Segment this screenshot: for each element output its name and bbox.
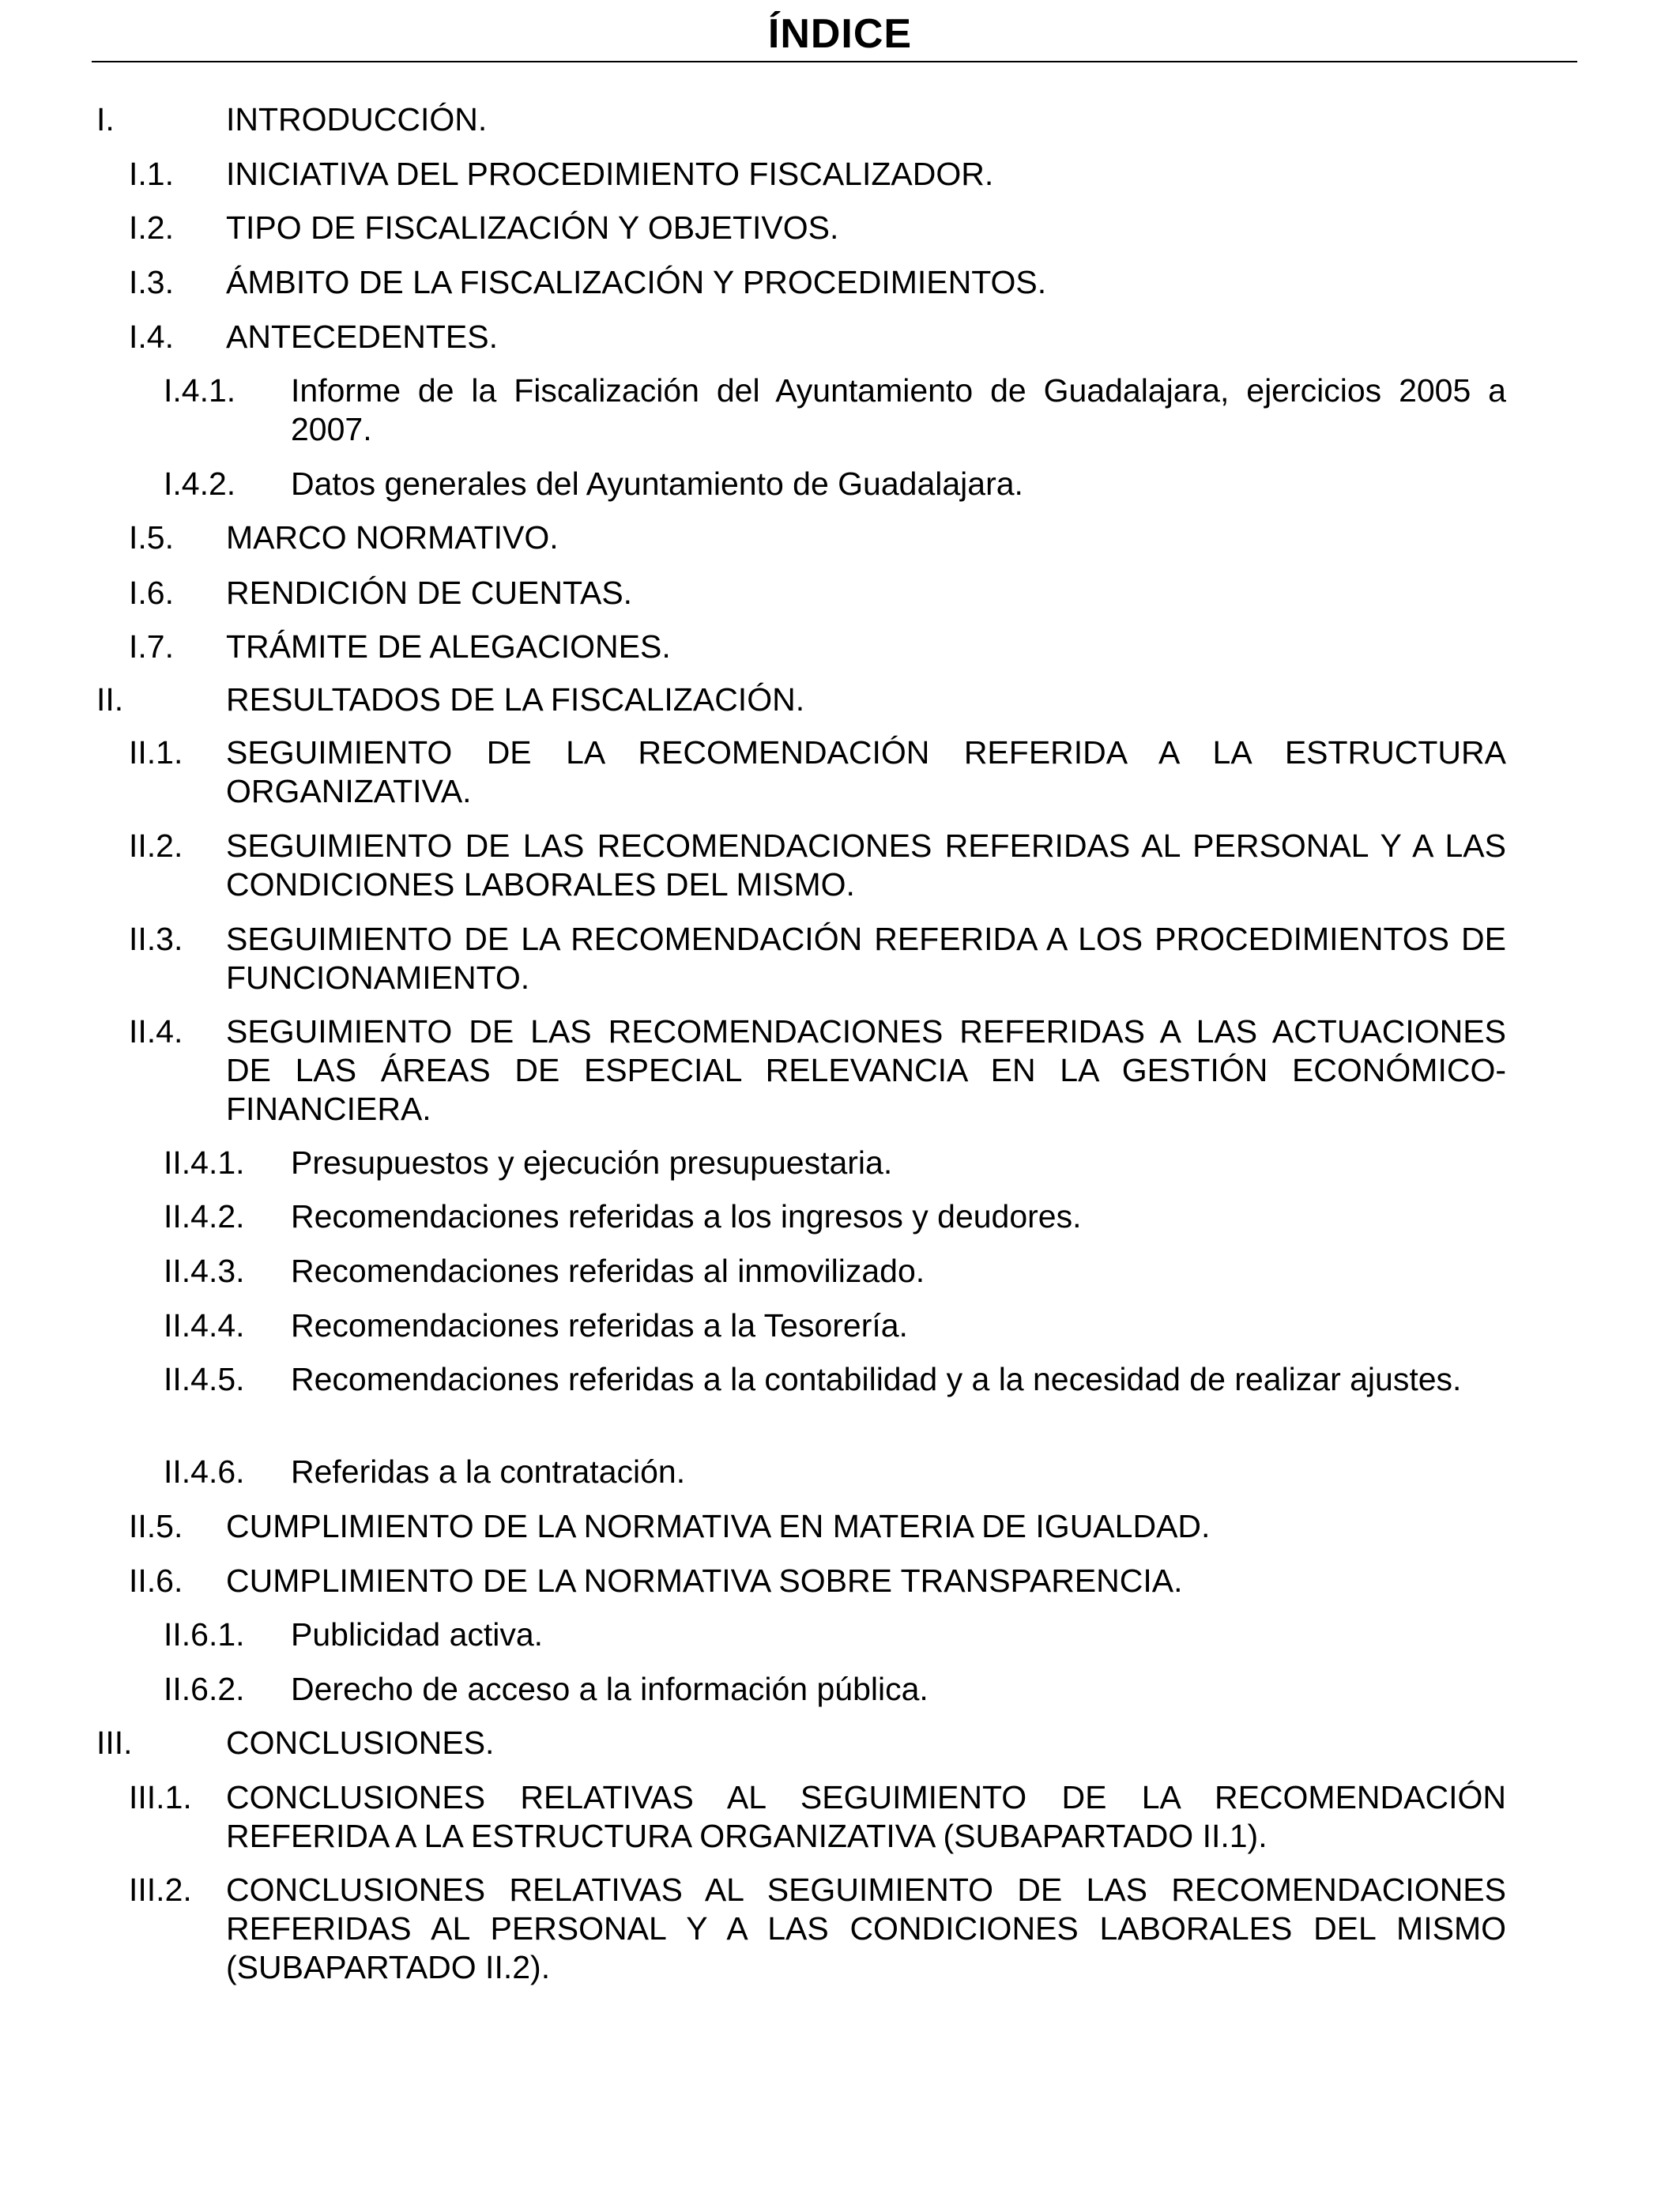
toc-number: I.4.2.: [164, 466, 236, 502]
toc-text: MARCO NORMATIVO.: [226, 519, 559, 556]
toc-number: II.1.: [129, 734, 183, 771]
toc-text: INICIATIVA DEL PROCEDIMIENTO FISCALIZADOR.: [226, 156, 994, 192]
toc-number: II.4.5.: [164, 1361, 245, 1397]
toc-number: II.3.: [129, 921, 183, 957]
toc-text: CUMPLIMIENTO DE LA NORMATIVA SOBRE TRANSPARENCIA.: [226, 1563, 1183, 1599]
toc-text: RENDICIÓN DE CUENTAS.: [226, 575, 633, 611]
toc-number: I.: [96, 101, 115, 138]
toc-text: SEGUIMIENTO DE LAS RECOMENDACIONES REFERIDAS AL PERSONAL Y A LAS CONDICIONES LABORALES DEL MISMO.: [226, 827, 1506, 903]
toc-number: I.1.: [129, 156, 174, 192]
page-title: ÍNDICE: [767, 11, 913, 57]
toc-number: II.4.3.: [164, 1253, 245, 1289]
title-rule: [92, 61, 1577, 62]
toc-number: II.4.4.: [164, 1307, 245, 1344]
toc-text: Informe de la Fiscalización del Ayuntamiento de Guadalajara, ejercicios 2005 a 2007.: [291, 372, 1506, 447]
toc-number: I.7.: [129, 628, 174, 665]
toc-text: ÁMBITO DE LA FISCALIZACIÓN Y PROCEDIMIENTOS.: [226, 264, 1047, 300]
toc-text: Recomendaciones referidas a los ingresos y deudores.: [291, 1198, 1082, 1235]
toc-text: Recomendaciones referidas al inmovilizado.: [291, 1253, 925, 1289]
toc-number: I.4.: [129, 319, 174, 355]
toc-text: INTRODUCCIÓN.: [226, 101, 488, 138]
toc-text: Referidas a la contratación.: [291, 1453, 686, 1490]
toc-number: I.6.: [129, 575, 174, 611]
toc-text: Recomendaciones referidas a la Tesorería.: [291, 1307, 908, 1344]
toc-number: III.1.: [129, 1779, 192, 1815]
toc-number: II.5.: [129, 1508, 183, 1544]
toc-number: II.4.6.: [164, 1453, 245, 1490]
toc-text: Datos generales del Ayuntamiento de Guadalajara.: [291, 466, 1023, 502]
toc-text: CUMPLIMIENTO DE LA NORMATIVA EN MATERIA DE IGUALDAD.: [226, 1508, 1211, 1544]
toc-number: II.6.: [129, 1563, 183, 1599]
toc-number: II.: [96, 681, 124, 718]
toc-number: II.4.2.: [164, 1198, 245, 1235]
toc-text: CONCLUSIONES.: [226, 1725, 495, 1761]
toc-text: TIPO DE FISCALIZACIÓN Y OBJETIVOS.: [226, 209, 839, 246]
toc-number: I.4.1.: [164, 372, 236, 409]
toc-text: CONCLUSIONES RELATIVAS AL SEGUIMIENTO DE LA RECOMENDACIÓN REFERIDA A LA ESTRUCTURA ORGANIZATIVA (SUBAPARTADO II.1).: [226, 1779, 1506, 1854]
toc-number: II.4.1.: [164, 1144, 245, 1181]
toc-text: Publicidad activa.: [291, 1616, 544, 1653]
toc-number: II.6.1.: [164, 1616, 245, 1653]
toc-number: I.5.: [129, 519, 174, 556]
toc-number: I.2.: [129, 209, 174, 246]
toc-text: Recomendaciones referidas a la contabilidad y a la necesidad de realizar ajustes.: [291, 1361, 1462, 1397]
toc-text: Derecho de acceso a la información pública.: [291, 1671, 929, 1707]
toc-text: SEGUIMIENTO DE LA RECOMENDACIÓN REFERIDA A LOS PROCEDIMIENTOS DE FUNCIONAMIENTO.: [226, 921, 1506, 996]
toc-number: III.: [96, 1725, 133, 1761]
toc-text: Presupuestos y ejecución presupuestaria.: [291, 1144, 893, 1181]
toc-text: SEGUIMIENTO DE LAS RECOMENDACIONES REFERIDAS A LAS ACTUACIONES DE LAS ÁREAS DE ESPECIAL RELEVANCIA EN LA GESTIÓN ECONÓMICO-FINANCIERA.: [226, 1013, 1506, 1127]
toc-text: SEGUIMIENTO DE LA RECOMENDACIÓN REFERIDA A LA ESTRUCTURA ORGANIZATIVA.: [226, 734, 1506, 809]
toc-number: II.2.: [129, 827, 183, 864]
toc-text: CONCLUSIONES RELATIVAS AL SEGUIMIENTO DE LAS RECOMENDACIONES REFERIDAS AL PERSONAL Y A LAS CONDICIONES LABORALES DEL MISMO (SUBAPARTADO II.2).: [226, 1872, 1506, 1985]
toc-number: II.6.2.: [164, 1671, 245, 1707]
toc-number: I.3.: [129, 264, 174, 300]
toc-text: ANTECEDENTES.: [226, 319, 498, 355]
toc-number: II.4.: [129, 1013, 183, 1050]
toc-text: RESULTADOS DE LA FISCALIZACIÓN.: [226, 681, 805, 718]
toc-text: TRÁMITE DE ALEGACIONES.: [226, 628, 671, 665]
toc-number: III.2.: [129, 1872, 192, 1908]
